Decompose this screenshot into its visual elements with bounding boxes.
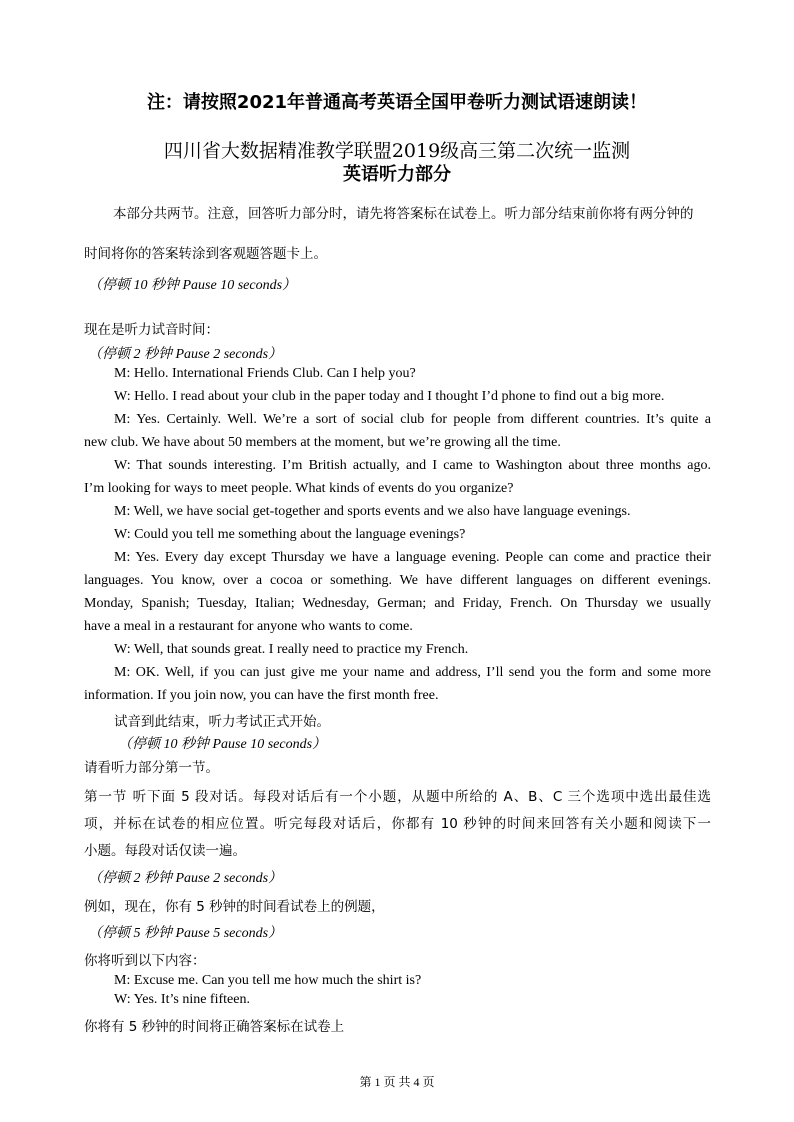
example-instruction: 例如，现在，你有 5 秒钟的时间看试卷上的例题，	[84, 899, 385, 915]
dialog-line: I’m looking for ways to meet people. What kinds of events do you organize?	[84, 481, 514, 496]
pause-note: （停顿 2 秒钟 Pause 2 seconds）	[88, 871, 283, 886]
section1-instructions: 小题。每段对话仅读一遍。	[84, 843, 246, 859]
dialog-line: W: Could you tell me something about the language evenings?	[114, 527, 466, 542]
dialog-line: M: Yes. Every day except Thursday we have a language evening. People can come and practice their	[114, 550, 711, 565]
dialog-line: languages. You know, over a cocoa or something. We have different languages on different evenings.	[84, 573, 711, 588]
dialog-line: M: Yes. Certainly. Well. We’re a sort of social club for people from different countries. It’s quite a	[114, 412, 711, 427]
dialog-line: have a meal in a restaurant for anyone who wants to come.	[84, 619, 413, 634]
example-dialog-line: M: Excuse me. Can you tell me how much the shirt is?	[114, 973, 422, 988]
hear-label: 你将听到以下内容：	[84, 953, 206, 969]
page-footer: 第 1 页 共 4 页	[359, 1075, 435, 1089]
pause-note: （停顿 10 秒钟 Pause 10 seconds）	[88, 278, 297, 293]
dialog-line: M: Hello. International Friends Club. Can I help you?	[114, 366, 416, 381]
trial-end: 试音到此结束，听力考试正式开始。	[114, 714, 330, 730]
notice-heading: 注：请按照2021年普通高考英语全国甲卷听力测试语速朗读！	[146, 92, 648, 113]
exam-title: 四川省大数据精准教学联盟2019级高三第二次统一监测	[163, 140, 631, 162]
dialog-line: information. If you join now, you can have the first month free.	[84, 688, 439, 703]
final-instruction: 你将有 5 秒钟的时间将正确答案标在试卷上	[84, 1019, 345, 1035]
dialog-line: W: Well, that sounds great. I really need to practice my French.	[114, 642, 469, 657]
section1-instructions: 第一节 听下面 5 段对话。每段对话后有一个小题，从题中所给的 A、B、C 三个选项中选出最佳选	[84, 789, 711, 805]
pause-note: （停顿 5 秒钟 Pause 5 seconds）	[88, 926, 283, 941]
dialog-line: Monday, Spanish; Tuesday, Italian; Wednesday, German; and Friday, French. On Thursday we usually	[84, 596, 711, 611]
dialog-line: M: Well, we have social get-together and sports events and we also have language evenings.	[114, 504, 631, 519]
example-dialog-line: W: Yes. It’s nine fifteen.	[114, 992, 250, 1007]
exam-subtitle: 英语听力部分	[343, 164, 451, 185]
dialog-line: M: OK. Well, if you can just give me your name and address, I’ll send you the form and some more	[114, 665, 711, 680]
section1-instructions: 项，并标在试卷的相应位置。听完每段对话后，你都有 10 秒钟的时间来回答有关小题和阅读下一	[84, 816, 711, 832]
pause-note: （停顿 2 秒钟 Pause 2 seconds）	[88, 347, 283, 362]
dialog-line: W: Hello. I read about your club in the paper today and I thought I’d phone to find out a big more.	[114, 389, 665, 404]
dialog-line: W: That sounds interesting. I’m British actually, and I came to Washington about three months ago.	[114, 458, 711, 473]
trial-label: 现在是听力试音时间：	[84, 322, 219, 338]
dialog-line: new club. We have about 50 members at the moment, but we’re growing all the time.	[84, 435, 561, 450]
intro-line-2: 时间将你的答案转涂到客观题答题卡上。	[84, 246, 327, 262]
section-intro: 请看听力部分第一节。	[84, 760, 219, 776]
intro-line-1: 本部分共两节。注意，回答听力部分时，请先将答案标在试卷上。听力部分结束前你将有两分钟的	[113, 206, 694, 222]
pause-note: （停顿 10 秒钟 Pause 10 seconds）	[118, 737, 327, 752]
